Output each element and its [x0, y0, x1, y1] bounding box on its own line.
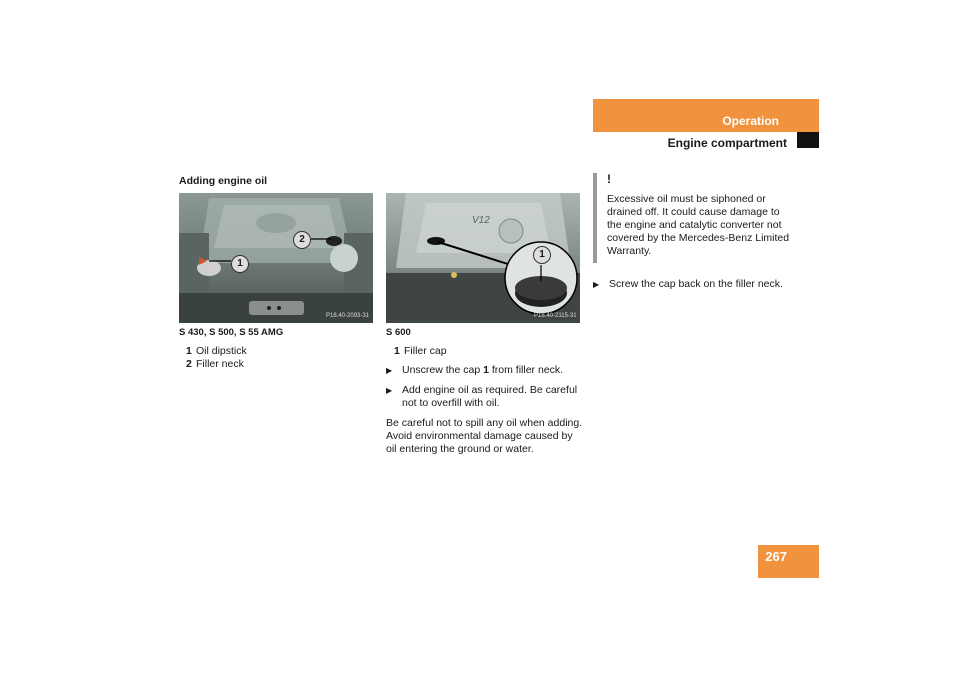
warning-text: Excessive oil must be siphoned or drained off. It could cause damage to the engine and catalytic converter not covered by the Mercedes-Benz Limited Warranty. [607, 193, 790, 257]
figure2-legend [394, 345, 447, 358]
figure2-caption: S 600 [386, 327, 411, 338]
header-marker [797, 132, 819, 148]
engine-photo-s430 [179, 193, 373, 323]
figure1-code: P18.40-2093-31 [326, 313, 370, 319]
step-screw-cap: ▶ Screw the cap back on the filler neck. [593, 278, 783, 290]
legend-item: 2 Filler neck [186, 358, 244, 370]
marker-2-fig1: 2 [293, 231, 311, 249]
step-arrow-icon: ▶ [386, 366, 393, 375]
v12-badge: V12 [472, 215, 490, 226]
figure1-caption: S 430, S 500, S 55 AMG [179, 327, 284, 338]
legend-item: 1 Oil dipstick [186, 345, 247, 357]
figure2-code: P18.40-2115-31 [534, 313, 577, 319]
header-subsection: Engine compartment [667, 136, 787, 150]
step-add-oil: ▶ Add engine oil as required. Be careful not to overfill with oil. [386, 384, 578, 409]
page-number: 267 [765, 549, 787, 564]
warning-icon: ! [607, 172, 611, 186]
step-arrow-icon: ▶ [593, 280, 600, 289]
page-title: Adding engine oil [179, 175, 268, 187]
figure1-legend [186, 345, 247, 371]
page-number-box [758, 545, 819, 578]
step-arrow-icon: ▶ [386, 386, 393, 395]
header-section-box [593, 99, 819, 132]
marker-1-fig2: 1 [533, 246, 551, 264]
spill-paragraph: Be careful not to spill any oil when adding. Avoid environmental damage caused by oil entering the ground or water. [386, 417, 583, 455]
engine-photo-s600 [386, 193, 580, 323]
legend-item: 1 Filler cap [394, 345, 447, 357]
header-section: Operation [722, 114, 779, 128]
marker-1-fig1: 1 [231, 255, 249, 273]
warning-bar [593, 173, 597, 263]
step-unscrew-cap: ▶ Unscrew the cap 1 from filler neck. [386, 364, 564, 376]
